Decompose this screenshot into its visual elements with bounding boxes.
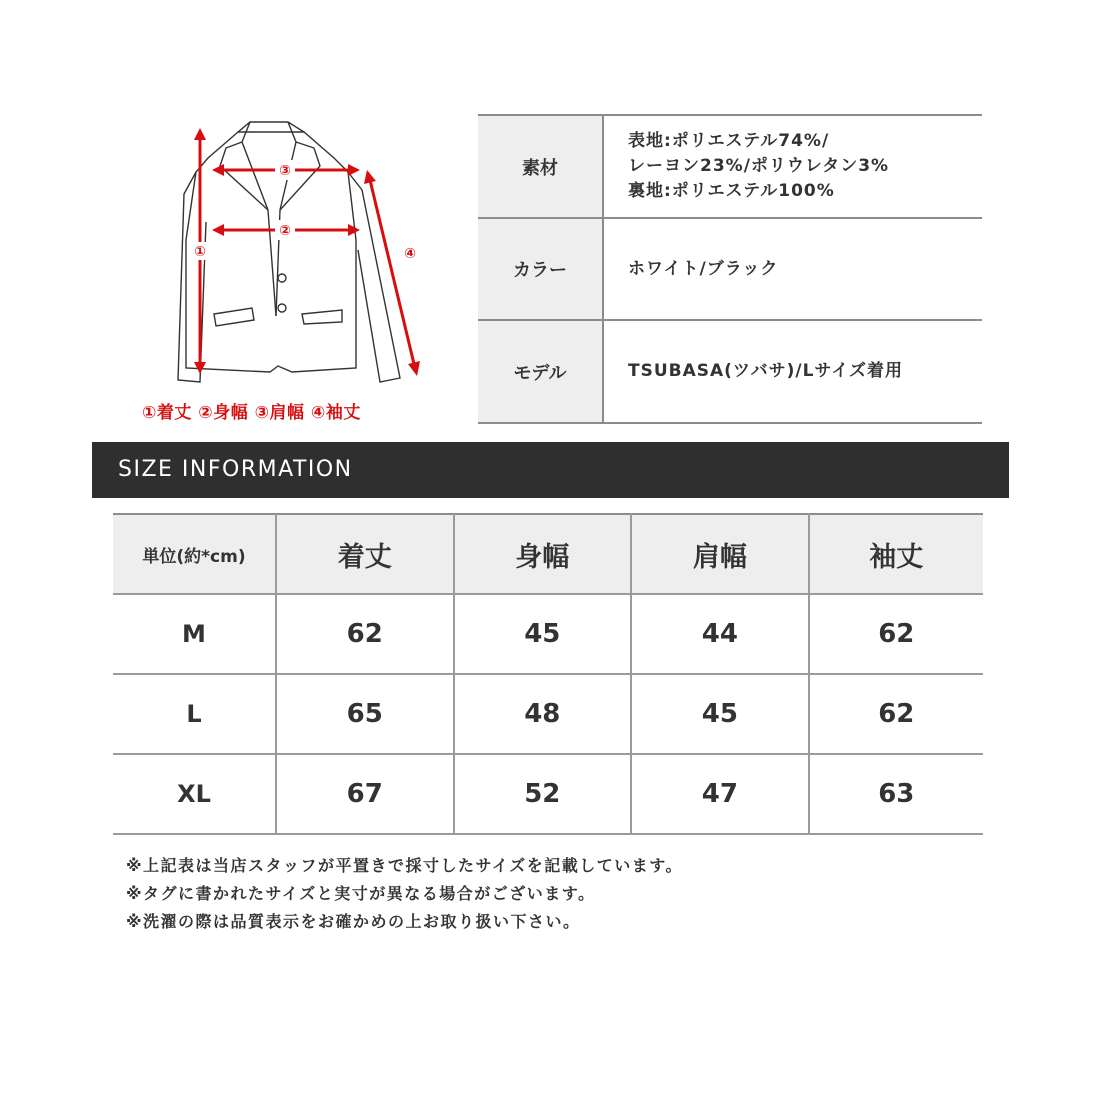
size-information-banner: SIZE INFORMATION bbox=[92, 442, 1009, 498]
table-cell: 48 bbox=[454, 674, 632, 754]
table-cell: 44 bbox=[631, 594, 809, 674]
marker-3: ③ bbox=[279, 163, 291, 179]
table-cell: 67 bbox=[276, 754, 454, 834]
spec-label: カラー bbox=[478, 218, 603, 320]
table-cell: 62 bbox=[276, 594, 454, 674]
spec-label: モデル bbox=[478, 320, 603, 423]
size-table bbox=[113, 513, 983, 835]
spec-value: 表地:ポリエステル74%/ レーヨン23%/ポリウレタン3% 裏地:ポリエステル100% bbox=[603, 115, 982, 218]
note-line: ※洗濯の際は品質表示をお確かめの上お取り扱い下さい。 bbox=[126, 912, 581, 931]
column-header: 肩幅 bbox=[631, 514, 809, 594]
table-cell: 45 bbox=[454, 594, 632, 674]
size-table-header bbox=[113, 514, 983, 594]
marker-1: ① bbox=[194, 244, 206, 260]
column-header: 身幅 bbox=[454, 514, 632, 594]
jacket-diagram bbox=[130, 110, 450, 430]
table-cell: 52 bbox=[454, 754, 632, 834]
size-label: L bbox=[113, 674, 276, 754]
marker-4: ④ bbox=[404, 246, 416, 262]
table-cell: 45 bbox=[631, 674, 809, 754]
spec-row-model bbox=[478, 320, 982, 423]
table-cell: 63 bbox=[809, 754, 983, 834]
spec-label: 素材 bbox=[478, 115, 603, 218]
table-cell: 65 bbox=[276, 674, 454, 754]
table-row bbox=[113, 674, 983, 754]
table-row bbox=[113, 594, 983, 674]
table-row bbox=[113, 754, 983, 834]
table-cell: 47 bbox=[631, 754, 809, 834]
size-label: XL bbox=[113, 754, 276, 834]
spec-value: ホワイト/ブラック bbox=[603, 218, 982, 320]
jacket-outline bbox=[130, 110, 450, 400]
notes bbox=[126, 852, 683, 936]
size-label: M bbox=[113, 594, 276, 674]
measurement-legend: ①着丈 ②身幅 ③肩幅 ④袖丈 bbox=[142, 403, 361, 423]
spec-row-material bbox=[478, 115, 982, 218]
column-header: 袖丈 bbox=[809, 514, 983, 594]
marker-2: ② bbox=[279, 223, 291, 239]
note-line: ※タグに書かれたサイズと実寸が異なる場合がございます。 bbox=[126, 884, 596, 903]
table-cell: 62 bbox=[809, 594, 983, 674]
note-line: ※上記表は当店スタッフが平置きで採寸したサイズを記載しています。 bbox=[126, 856, 683, 875]
spec-table bbox=[478, 114, 982, 424]
column-header: 着丈 bbox=[276, 514, 454, 594]
spec-row-color bbox=[478, 218, 982, 320]
unit-header: 単位(約*cm) bbox=[113, 514, 276, 594]
spec-value: TSUBASA(ツバサ)/Lサイズ着用 bbox=[603, 320, 982, 423]
table-cell: 62 bbox=[809, 674, 983, 754]
